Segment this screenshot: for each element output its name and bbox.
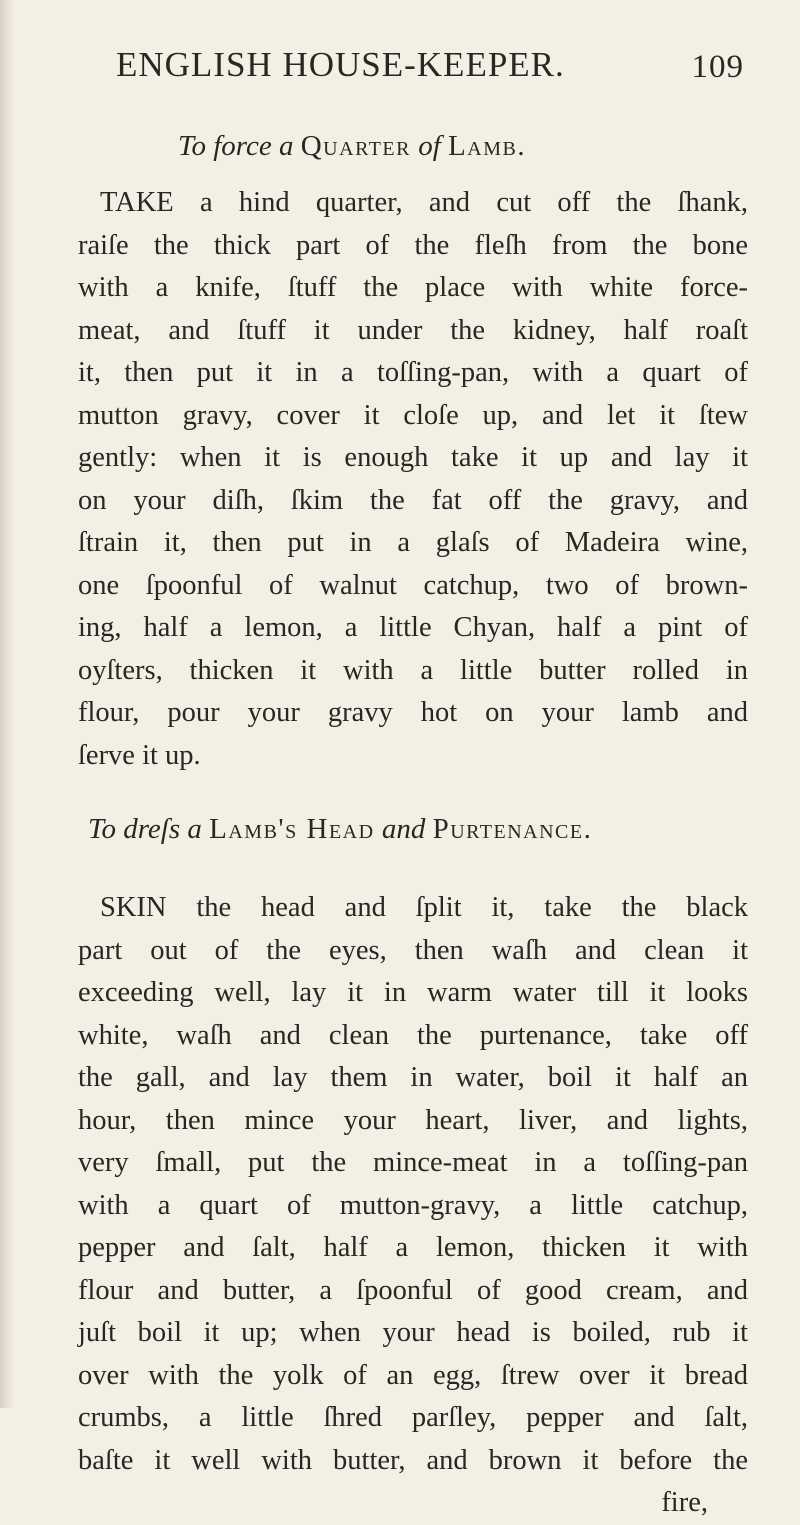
heading-text: Quarter bbox=[300, 130, 411, 162]
recipe-body-quarter-of-lamb bbox=[78, 182, 748, 777]
text-line: it, then put it in a toſſing-pan, with a quart of bbox=[78, 357, 748, 388]
text-line: over with the yolk of an egg, ſtrew over it bread bbox=[78, 1359, 748, 1391]
text-line: very ſmall, put the mince-meat in a toſſing-pan bbox=[78, 1147, 748, 1178]
text-line: ing, half a lemon, a little Chyan, half a pint of bbox=[78, 612, 748, 643]
recipe-body-lambs-head bbox=[78, 887, 748, 1525]
recipe-heading-lambs-head bbox=[78, 811, 748, 847]
text-line: with a quart of mutton-gravy, a little catchup, bbox=[78, 1189, 748, 1221]
running-head bbox=[78, 40, 748, 90]
text-line: exceeding well, lay it in warm water till it looks bbox=[78, 977, 748, 1008]
heading-text: Purtenance. bbox=[432, 813, 593, 845]
text-line: crumbs, a little ſhred parſley, pepper and ſalt, bbox=[78, 1402, 748, 1433]
heading-text: To force a bbox=[178, 130, 301, 162]
recipe-heading-quarter-of-lamb bbox=[78, 128, 748, 164]
text-line: flour and butter, a ſpoonful of good cream, and bbox=[78, 1274, 748, 1306]
text-line: ſtrain it, then put in a glaſs of Madeira wine, bbox=[78, 527, 748, 558]
text-line: one ſpoonful of walnut catchup, two of brown- bbox=[78, 569, 748, 601]
text-line: meat, and ſtuff it under the kidney, half roaſt bbox=[78, 314, 748, 346]
text-line: pepper and ſalt, half a lemon, thicken it with bbox=[78, 1232, 748, 1263]
text-line: mutton gravy, cover it cloſe up, and let it ſtew bbox=[78, 399, 748, 431]
text-line: oyſters, thicken it with a little butter rolled in bbox=[78, 654, 748, 686]
heading-text: and bbox=[374, 813, 433, 845]
text-line: ſerve it up. bbox=[78, 739, 201, 771]
heading-text: To dreſs a bbox=[88, 813, 210, 845]
text-line: baſte it well with butter, and brown it before the bbox=[78, 1444, 748, 1476]
text-line: flour, pour your gravy hot on your lamb and bbox=[78, 697, 748, 728]
text-line: hour, then mince your heart, liver, and lights, bbox=[78, 1104, 748, 1136]
text-line: SKIN the head and ſplit it, take the black bbox=[100, 892, 748, 923]
text-line: with a knife, ſtuff the place with white force- bbox=[78, 272, 748, 303]
heading-text: Lamb. bbox=[448, 130, 527, 162]
text-line: the gall, and lay them in water, boil it half an bbox=[78, 1062, 748, 1093]
text-line: part out of the eyes, then waſh and clean it bbox=[78, 934, 748, 966]
heading-text: Lamb's Head bbox=[209, 813, 375, 845]
page-number: 109 bbox=[691, 49, 744, 85]
text-line: raiſe the thick part of the fleſh from the bone bbox=[78, 229, 748, 261]
text-line: TAKE a hind quarter, and cut off the ſhank, bbox=[100, 187, 748, 218]
text-line: on your diſh, ſkim the fat off the gravy, and bbox=[78, 484, 748, 516]
text-line: white, waſh and clean the purtenance, take off bbox=[78, 1019, 748, 1051]
running-title: ENGLISH HOUSE-KEEPER. bbox=[116, 45, 565, 84]
text-line: juſt boil it up; when your head is boiled, rub it bbox=[78, 1317, 748, 1348]
catchword: fire, bbox=[661, 1487, 708, 1518]
heading-text: of bbox=[410, 130, 449, 162]
text-line: gently: when it is enough take it up and lay it bbox=[78, 442, 748, 473]
